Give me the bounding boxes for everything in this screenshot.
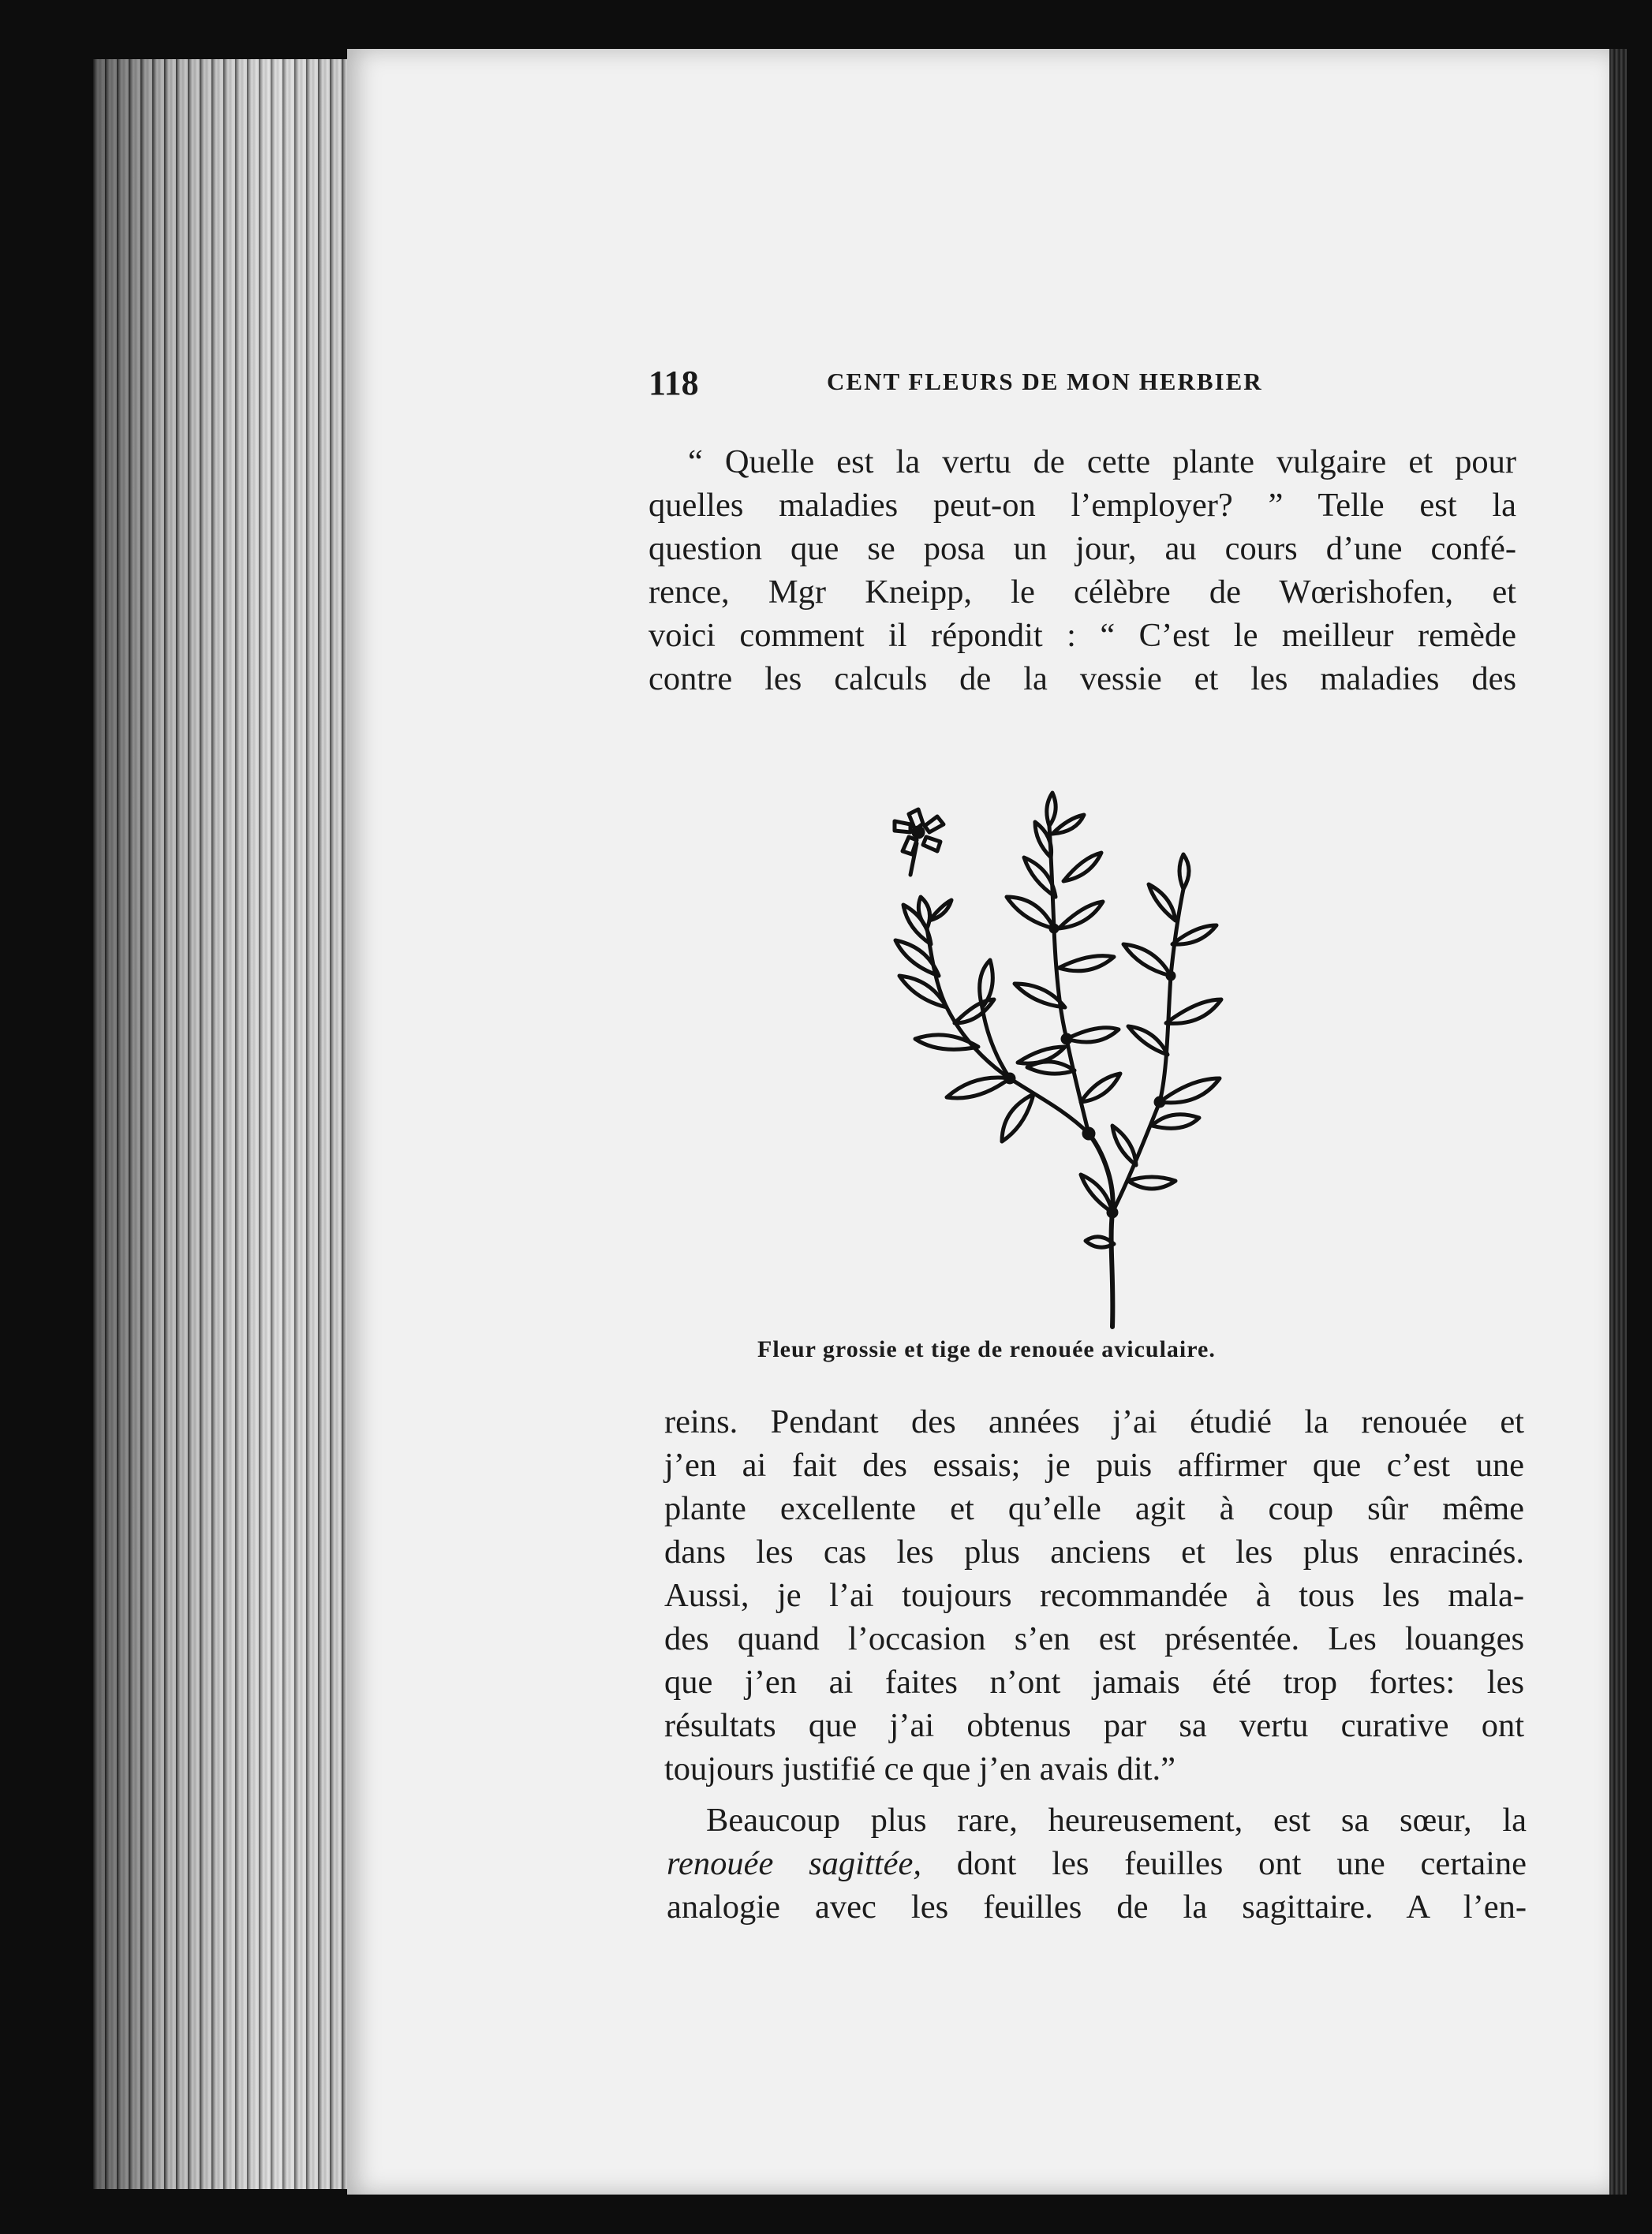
magnified-flower-icon bbox=[895, 809, 944, 875]
text-fragment: dont les feuilles ont une certaine bbox=[921, 1845, 1527, 1882]
text-line: question que se posa un jour, au cours d’une confé- bbox=[648, 530, 1516, 567]
plant-illustration bbox=[852, 771, 1310, 1339]
text-line: quelles maladies peut-on l’employer? ” Telle est la bbox=[648, 487, 1516, 524]
book-right-edge bbox=[1609, 49, 1627, 2195]
text-line: toujours justifié ce que j’en avais dit.” bbox=[664, 1750, 1175, 1788]
text-line: rence, Mgr Kneipp, le célèbre de Wœrishofen, et bbox=[648, 573, 1516, 611]
text-line: que j’en ai faites n’ont jamais été trop fortes: les bbox=[664, 1664, 1524, 1701]
text-line: contre les calculs de la vessie et les maladies des bbox=[648, 660, 1516, 697]
italic-plant-name: renouée sagittée, bbox=[667, 1845, 921, 1882]
text-line: voici comment il répondit : “ C’est le meilleur remède bbox=[648, 617, 1516, 654]
paragraph-quote-continued bbox=[664, 1400, 1524, 1791]
text-line: reins. Pendant des années j’ai étudié la renouée et bbox=[664, 1403, 1524, 1440]
text-line: analogie avec les feuilles de la sagittaire. A l’en- bbox=[667, 1888, 1527, 1926]
text-line bbox=[667, 1842, 1527, 1885]
page-number: 118 bbox=[648, 364, 699, 402]
text-line: résultats que j’ai obtenus par sa vertu curative ont bbox=[664, 1707, 1524, 1744]
text-line: “ Quelle est la vertu de cette plante vulgaire et pour bbox=[688, 443, 1516, 480]
text-line: Aussi, je l’ai toujours recommandée à tous les mala- bbox=[664, 1577, 1524, 1614]
text-line: plante excellente et qu’elle agit à coup sûr même bbox=[664, 1490, 1524, 1527]
book-page-edges bbox=[93, 59, 353, 2189]
text-line: dans les cas les plus anciens et les plus enracinés. bbox=[664, 1534, 1524, 1571]
text-line: Beaucoup plus rare, heureusement, est sa sœur, la bbox=[706, 1802, 1527, 1839]
paragraph-sagittate-knotweed bbox=[667, 1799, 1527, 1929]
paragraph-quote-intro bbox=[648, 440, 1516, 700]
running-title: CENT FLEURS DE MON HERBIER bbox=[827, 368, 1263, 395]
book-page bbox=[347, 49, 1609, 2195]
text-line: des quand l’occasion s’en est présentée. Les louanges bbox=[664, 1620, 1524, 1657]
text-line: j’en ai fait des essais; je puis affirmer que c’est une bbox=[664, 1447, 1524, 1484]
figure-caption: Fleur grossie et tige de renouée aviculaire. bbox=[757, 1336, 1216, 1362]
